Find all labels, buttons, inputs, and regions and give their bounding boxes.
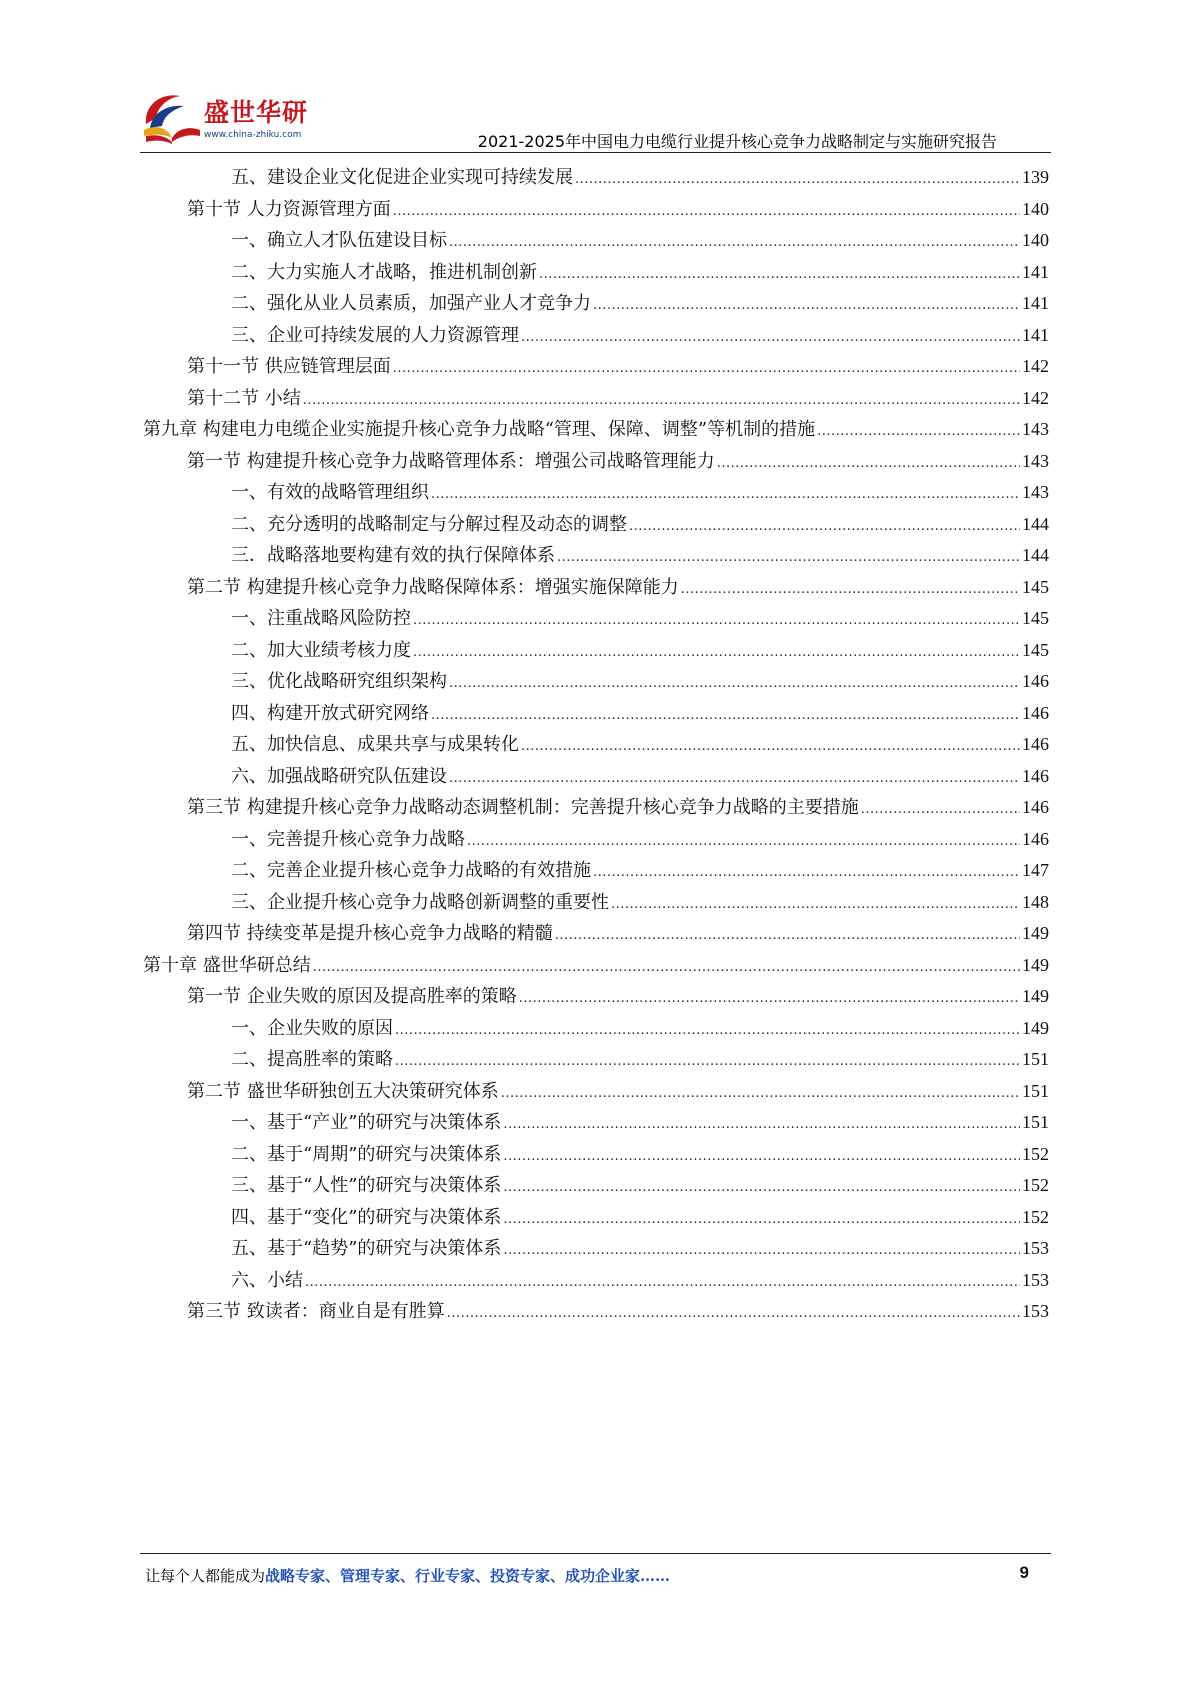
toc-leader-dots <box>861 794 1020 826</box>
toc-entry-page: 144 <box>1022 545 1049 565</box>
toc-entry[interactable] <box>143 603 1049 635</box>
toc-entry[interactable] <box>143 1202 1049 1234</box>
toc-leader-dots <box>501 1078 1020 1110</box>
toc-leader-dots <box>503 1235 1020 1267</box>
toc-entry-title: 第十节 人力资源管理方面 <box>187 198 391 220</box>
toc-entry[interactable] <box>143 1044 1049 1076</box>
toc-entry-title: 二、完善企业提升核心竞争力战略的有效措施 <box>231 860 591 881</box>
table-of-contents <box>143 162 1049 1328</box>
toc-leader-dots <box>313 952 1020 984</box>
toc-leader-dots <box>431 700 1020 732</box>
toc-leader-dots <box>575 164 1020 196</box>
toc-entry-title: 一、确立人才队伍建设目标 <box>231 230 447 251</box>
toc-entry[interactable] <box>143 666 1049 698</box>
toc-entry[interactable] <box>143 792 1049 824</box>
toc-entry-title: 第一节 构建提升核心竞争力战略管理体系：增强公司战略管理能力 <box>187 450 715 472</box>
toc-entry[interactable] <box>143 1296 1049 1328</box>
toc-entry[interactable] <box>143 540 1049 572</box>
toc-entry-page: 140 <box>1022 198 1049 219</box>
toc-leader-dots <box>393 353 1020 385</box>
logo-url: www.china-zhiku.com <box>204 130 302 140</box>
toc-entry-title: 二、大力实施人才战略，推进机制创新 <box>231 261 537 283</box>
toc-entry-page: 153 <box>1022 1301 1049 1321</box>
toc-entry-page: 151 <box>1022 1112 1049 1132</box>
logo-emblem-icon <box>138 84 202 148</box>
toc-leader-dots <box>717 448 1020 480</box>
toc-leader-dots <box>629 511 1020 543</box>
toc-leader-dots <box>681 574 1020 606</box>
toc-entry[interactable] <box>143 887 1049 919</box>
toc-entry-page: 143 <box>1022 419 1049 439</box>
brand-logo <box>138 84 318 148</box>
toc-entry-page: 141 <box>1022 293 1049 313</box>
toc-entry-title: 四、构建开放式研究网络 <box>231 702 429 724</box>
toc-leader-dots <box>467 826 1020 858</box>
toc-entry-page: 143 <box>1022 450 1049 471</box>
toc-entry-title: 五、基于“趋势”的研究与决策体系 <box>231 1238 502 1259</box>
toc-entry-title: 五、加快信息、成果共享与成果转化 <box>231 734 519 755</box>
toc-leader-dots <box>447 1298 1020 1330</box>
toc-entry-title: 三．战略落地要构建有效的执行保障体系 <box>231 545 555 566</box>
toc-leader-dots <box>519 983 1020 1015</box>
toc-entry-title: 第三节 构建提升核心竞争力战略动态调整机制：完善提升核心竞争力战略的主要措施 <box>187 797 859 818</box>
toc-entry-page: 153 <box>1022 1238 1049 1258</box>
toc-entry-page: 149 <box>1022 1017 1049 1038</box>
toc-entry-page: 145 <box>1022 639 1049 660</box>
toc-entry-title: 二、强化从业人员素质，加强产业人才竞争力 <box>231 293 591 314</box>
toc-entry[interactable] <box>143 1076 1049 1108</box>
toc-entry-title: 一、企业失败的原因 <box>231 1017 393 1039</box>
toc-entry-page: 149 <box>1022 923 1049 943</box>
toc-entry-page: 148 <box>1022 891 1049 912</box>
toc-leader-dots <box>431 479 1020 511</box>
toc-entry[interactable] <box>143 824 1049 856</box>
toc-entry[interactable] <box>143 761 1049 793</box>
toc-entry-page: 142 <box>1022 356 1049 376</box>
toc-entry[interactable] <box>143 320 1049 352</box>
toc-entry-page: 146 <box>1022 828 1049 849</box>
toc-entry[interactable] <box>143 383 1049 415</box>
toc-entry[interactable] <box>143 855 1049 887</box>
toc-entry-title: 五、建设企业文化促进企业实现可持续发展 <box>231 167 573 188</box>
toc-leader-dots <box>503 1172 1020 1204</box>
toc-entry-title: 三、优化战略研究组织架构 <box>231 671 447 692</box>
slogan-prefix: 让每个人都能成为 <box>145 1567 266 1585</box>
footer-slogan <box>145 1565 670 1586</box>
toc-entry-page: 151 <box>1022 1080 1049 1101</box>
toc-entry[interactable] <box>143 950 1049 982</box>
toc-entry-title: 三、企业可持续发展的人力资源管理 <box>231 324 519 346</box>
toc-entry-page: 145 <box>1022 608 1049 628</box>
footer-divider <box>140 1553 1051 1554</box>
toc-leader-dots <box>413 605 1020 637</box>
toc-entry[interactable] <box>143 194 1049 226</box>
toc-entry[interactable] <box>143 981 1049 1013</box>
toc-entry[interactable] <box>143 1107 1049 1139</box>
toc-entry-page: 147 <box>1022 860 1049 880</box>
toc-entry-title: 第四节 持续变革是提升核心竞争力战略的精髓 <box>187 923 553 944</box>
toc-entry-page: 152 <box>1022 1206 1049 1227</box>
toc-entry-title: 二、基于“周期”的研究与决策体系 <box>231 1143 502 1165</box>
toc-entry-page: 151 <box>1022 1049 1049 1069</box>
toc-leader-dots <box>521 322 1020 354</box>
toc-leader-dots <box>393 196 1020 228</box>
toc-leader-dots <box>539 259 1020 291</box>
toc-entry-title: 第十章 盛世华研总结 <box>143 954 311 976</box>
toc-entry-title: 第一节 企业失败的原因及提高胜率的策略 <box>187 986 517 1007</box>
toc-entry-page: 146 <box>1022 671 1049 691</box>
toc-entry[interactable] <box>143 288 1049 320</box>
toc-entry[interactable] <box>143 1233 1049 1265</box>
toc-leader-dots <box>303 385 1020 417</box>
toc-entry-page: 146 <box>1022 797 1049 817</box>
toc-entry-title: 二、提高胜率的策略 <box>231 1049 393 1070</box>
toc-entry-page: 152 <box>1022 1175 1049 1195</box>
toc-entry[interactable] <box>143 1265 1049 1297</box>
toc-entry[interactable] <box>143 414 1049 446</box>
toc-leader-dots <box>449 763 1020 795</box>
toc-entry-page: 143 <box>1022 482 1049 502</box>
toc-entry-page: 145 <box>1022 576 1049 597</box>
toc-entry-page: 146 <box>1022 702 1049 723</box>
toc-entry[interactable] <box>143 509 1049 541</box>
logo-name: 盛世华研 <box>204 98 309 127</box>
toc-leader-dots <box>503 1204 1020 1236</box>
toc-entry[interactable] <box>143 572 1049 604</box>
toc-leader-dots <box>521 731 1020 763</box>
toc-entry-title: 第二节 盛世华研独创五大决策研究体系 <box>187 1080 499 1102</box>
toc-entry-page: 152 <box>1022 1143 1049 1164</box>
toc-leader-dots <box>395 1046 1020 1078</box>
toc-entry-title: 二、加大业绩考核力度 <box>231 639 411 661</box>
toc-entry-title: 四、基于“变化”的研究与决策体系 <box>231 1206 502 1228</box>
toc-leader-dots <box>555 920 1020 952</box>
toc-entry[interactable] <box>143 1013 1049 1045</box>
toc-entry[interactable] <box>143 351 1049 383</box>
toc-entry-title: 第二节 构建提升核心竞争力战略保障体系：增强实施保障能力 <box>187 576 679 598</box>
toc-leader-dots <box>449 227 1020 259</box>
toc-entry-title: 第九章 构建电力电缆企业实施提升核心竞争力战略“管理、保障、调整”等机制的措施 <box>143 419 816 440</box>
toc-leader-dots <box>557 542 1020 574</box>
toc-entry-title: 第三节 致读者：商业自是有胜算 <box>187 1301 445 1322</box>
report-title: 2021-2025年中国电力电缆行业提升核心竞争力战略制定与实施研究报告 <box>477 132 997 151</box>
toc-entry-title: 六、小结 <box>231 1269 303 1291</box>
toc-entry-page: 149 <box>1022 954 1049 975</box>
slogan-highlight: 战略专家、管理专家、行业专家、投资专家、成功企业家…… <box>265 1567 671 1585</box>
toc-entry[interactable] <box>143 446 1049 478</box>
toc-entry[interactable] <box>143 477 1049 509</box>
header-divider <box>140 152 1051 153</box>
toc-leader-dots <box>503 1109 1020 1141</box>
toc-entry-page: 140 <box>1022 230 1049 250</box>
toc-entry-page: 146 <box>1022 734 1049 754</box>
toc-leader-dots <box>413 637 1020 669</box>
toc-entry[interactable] <box>143 698 1049 730</box>
toc-leader-dots <box>593 857 1020 889</box>
toc-leader-dots <box>593 290 1020 322</box>
toc-entry-title: 第十二节 小结 <box>187 387 301 409</box>
toc-entry-page: 153 <box>1022 1269 1049 1290</box>
toc-entry-page: 144 <box>1022 513 1049 534</box>
toc-entry-page: 146 <box>1022 765 1049 786</box>
toc-entry[interactable] <box>143 918 1049 950</box>
toc-entry[interactable] <box>143 1170 1049 1202</box>
toc-entry[interactable] <box>143 1139 1049 1171</box>
toc-entry[interactable] <box>143 729 1049 761</box>
toc-entry[interactable] <box>143 225 1049 257</box>
toc-leader-dots <box>449 668 1020 700</box>
toc-entry[interactable] <box>143 635 1049 667</box>
toc-entry[interactable] <box>143 257 1049 289</box>
toc-entry-page: 139 <box>1022 167 1049 187</box>
toc-entry-title: 一、完善提升核心竞争力战略 <box>231 828 465 850</box>
toc-entry-page: 141 <box>1022 324 1049 345</box>
toc-entry-title: 六、加强战略研究队伍建设 <box>231 765 447 787</box>
toc-entry-title: 三、企业提升核心竞争力战略创新调整的重要性 <box>231 891 609 913</box>
toc-leader-dots <box>305 1267 1020 1299</box>
toc-leader-dots <box>503 1141 1020 1173</box>
toc-entry-page: 141 <box>1022 261 1049 282</box>
toc-entry-title: 第十一节 供应链管理层面 <box>187 356 391 377</box>
toc-leader-dots <box>395 1015 1020 1047</box>
toc-leader-dots <box>817 416 1020 448</box>
toc-entry-title: 一、注重战略风险防控 <box>231 608 411 629</box>
toc-entry-title: 一、基于“产业”的研究与决策体系 <box>231 1112 502 1133</box>
page-number: 9 <box>1019 1563 1029 1582</box>
toc-leader-dots <box>611 889 1020 921</box>
toc-entry-title: 二、充分透明的战略制定与分解过程及动态的调整 <box>231 513 627 535</box>
toc-entry-page: 149 <box>1022 986 1049 1006</box>
toc-entry-title: 三、基于“人性”的研究与决策体系 <box>231 1175 502 1196</box>
toc-entry-page: 142 <box>1022 387 1049 408</box>
toc-entry[interactable] <box>143 162 1049 194</box>
toc-entry-title: 一、有效的战略管理组织 <box>231 482 429 503</box>
